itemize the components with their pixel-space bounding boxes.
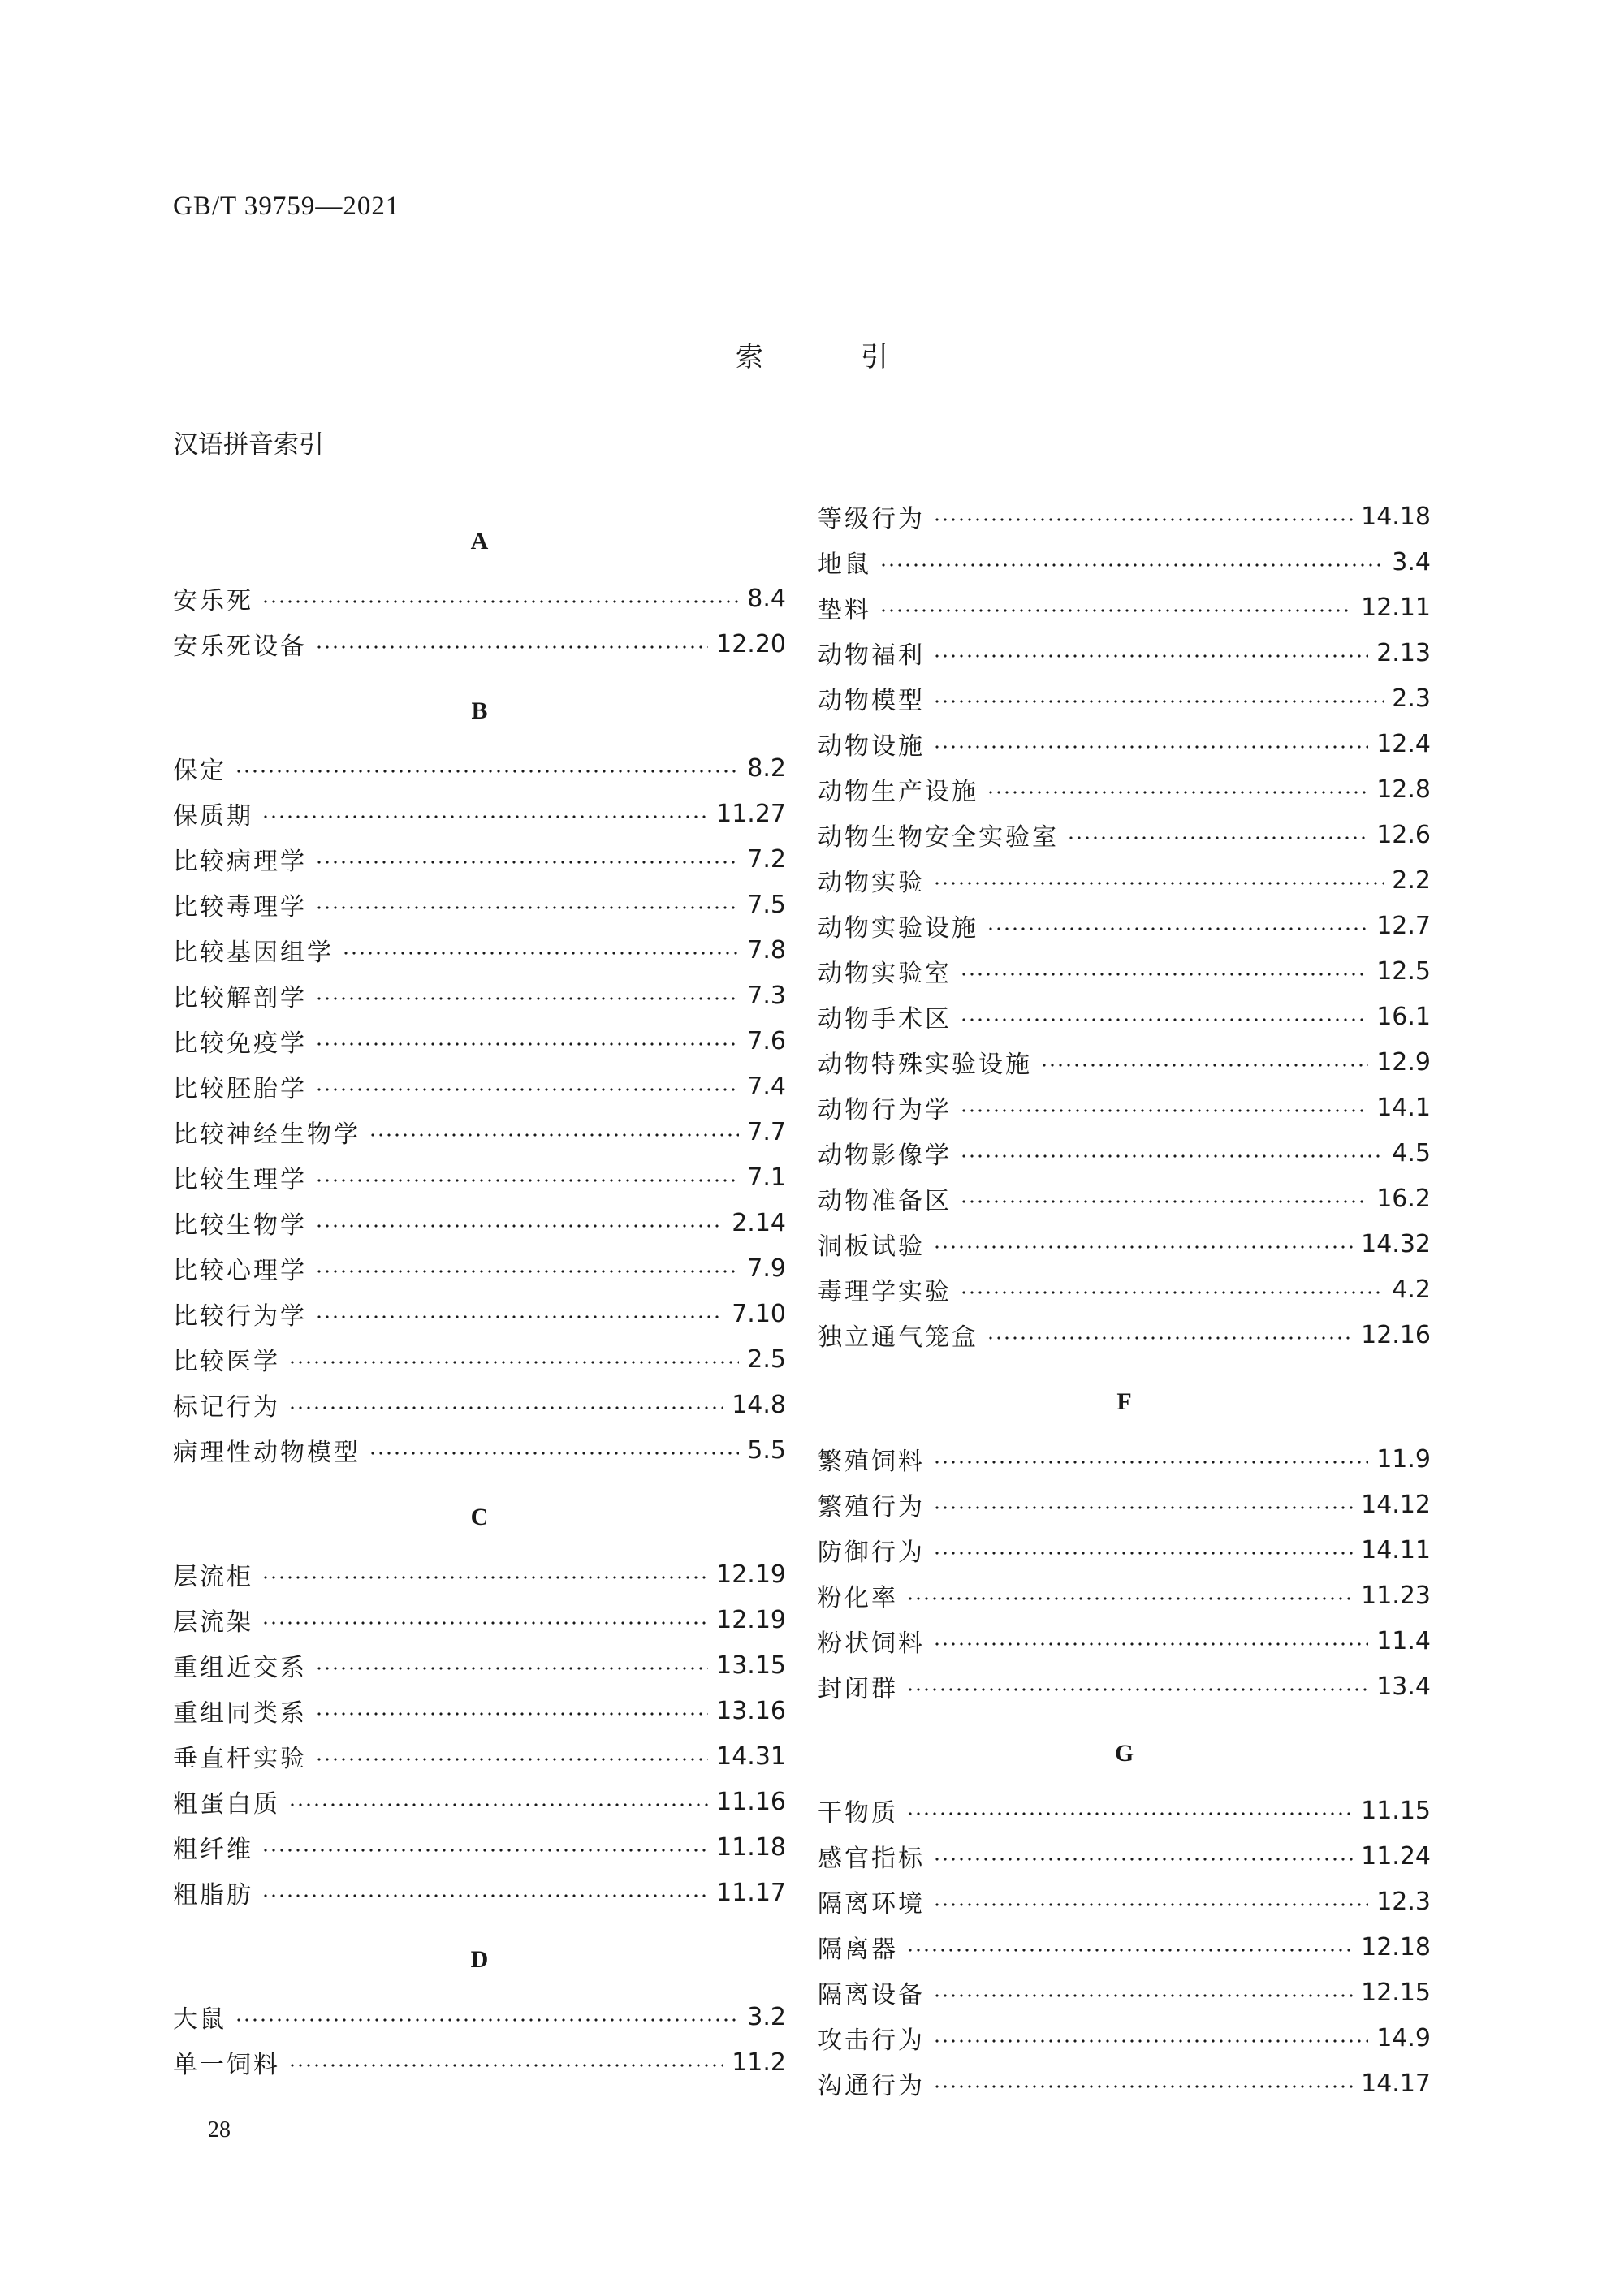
page-title-left: 索: [736, 341, 763, 373]
index-entry: [818, 630, 1431, 675]
index-term: 比较医学: [173, 1348, 280, 1376]
index-term: 保质期: [173, 802, 253, 831]
clause-reference: 12.19: [716, 1605, 786, 1634]
index-entry: [818, 1924, 1431, 1970]
index-entry: [818, 948, 1431, 994]
index-term: 比较胚胎学: [173, 1075, 307, 1103]
clause-reference: 14.9: [1376, 2023, 1431, 2052]
index-entry: [818, 1482, 1431, 1527]
index-term: 比较生理学: [173, 1166, 307, 1194]
index-term: 比较解剖学: [173, 984, 307, 1012]
dot-leader: [1040, 1064, 1368, 1067]
clause-reference: 2.2: [1392, 865, 1431, 895]
index-term: 粗纤维: [173, 1836, 253, 1864]
index-term: 动物影像学: [818, 1142, 952, 1170]
dot-leader: [315, 906, 739, 909]
index-entry: [818, 1085, 1431, 1130]
clause-reference: 7.1: [747, 1163, 786, 1192]
index-term: 动物准备区: [818, 1187, 952, 1215]
dot-leader: [315, 997, 739, 1000]
dot-leader: [315, 861, 739, 864]
clause-reference: 4.2: [1392, 1275, 1431, 1304]
letter-heading: F: [1116, 1388, 1132, 1415]
clause-reference: 14.11: [1361, 1535, 1431, 1564]
clause-reference: 7.2: [747, 844, 786, 874]
index-entry: [173, 1824, 786, 1870]
dot-leader: [315, 1224, 723, 1228]
index-entry: [173, 973, 786, 1018]
clause-reference: 12.19: [716, 1560, 786, 1589]
index-entry: [173, 1642, 786, 1688]
index-term: 粉化率: [818, 1584, 898, 1612]
index-term: 感官指标: [818, 1845, 925, 1873]
clause-reference: 7.6: [747, 1026, 786, 1055]
dot-leader: [879, 609, 1353, 612]
clause-reference: 8.4: [747, 584, 786, 613]
index-term: 攻击行为: [818, 2026, 925, 2055]
clause-reference: 13.4: [1376, 1672, 1431, 1701]
index-term: 动物行为学: [818, 1096, 952, 1124]
index-entry: [173, 1109, 786, 1154]
dot-leader: [960, 1018, 1368, 1021]
dot-leader: [315, 1758, 708, 1761]
clause-reference: 7.10: [732, 1299, 786, 1328]
index-entry: [173, 1994, 786, 2039]
clause-reference: 14.12: [1361, 1490, 1431, 1519]
index-entry: [173, 882, 786, 927]
page-title: [0, 334, 1624, 374]
index-entry: [173, 1018, 786, 1064]
clause-reference: 12.3: [1376, 1887, 1431, 1916]
clause-reference: 12.6: [1376, 820, 1431, 849]
dot-leader: [933, 654, 1368, 658]
clause-reference: 12.5: [1376, 956, 1431, 986]
clause-reference: 11.2: [732, 2048, 786, 2077]
index-term: 粉状饲料: [818, 1629, 925, 1658]
dot-leader: [369, 1133, 739, 1137]
index-entry: [818, 721, 1431, 766]
index-term: 动物设施: [818, 732, 925, 761]
document-code: GB/T 39759—2021: [173, 192, 400, 221]
dot-leader: [960, 1200, 1368, 1203]
index-entry: [173, 791, 786, 836]
index-entry: [818, 1267, 1431, 1312]
dot-leader: [933, 1994, 1353, 1997]
clause-reference: 7.3: [747, 981, 786, 1010]
dot-leader: [960, 1154, 1384, 1158]
index-column-right: [818, 494, 1431, 2106]
index-entry: [818, 2015, 1431, 2061]
dot-leader: [261, 1849, 708, 1852]
index-term: 洞板试验: [818, 1232, 925, 1261]
dot-leader: [315, 645, 708, 649]
index-term: 动物生物安全实验室: [818, 823, 1059, 852]
dot-leader: [235, 2018, 739, 2022]
index-entry: [818, 1618, 1431, 1664]
clause-reference: 2.13: [1376, 638, 1431, 667]
index-entry: [173, 927, 786, 973]
index-entry: [173, 1245, 786, 1291]
index-term: 比较生物学: [173, 1211, 307, 1240]
index-term: 比较神经生物学: [173, 1120, 361, 1149]
letter-heading: B: [471, 697, 488, 724]
dot-leader: [261, 1576, 708, 1579]
index-entry: [818, 1039, 1431, 1085]
index-entry: [173, 1552, 786, 1597]
index-term: 单一饲料: [173, 2051, 280, 2079]
clause-reference: 3.4: [1392, 547, 1431, 576]
clause-reference: 7.4: [747, 1072, 786, 1101]
index-entry: [818, 1970, 1431, 2015]
index-term: 垂直杆实验: [173, 1745, 307, 1773]
page-number: 28: [208, 2117, 231, 2143]
dot-leader: [933, 1506, 1353, 1509]
dot-leader: [315, 1315, 723, 1318]
index-entry: [173, 1597, 786, 1642]
index-column-left: [173, 507, 786, 2085]
letter-heading: C: [470, 1504, 489, 1530]
clause-reference: 14.18: [1361, 502, 1431, 531]
dot-leader: [879, 563, 1384, 567]
dot-leader: [906, 1949, 1353, 1952]
index-entry: [818, 1527, 1431, 1573]
index-entry: [818, 494, 1431, 539]
dot-leader: [960, 973, 1368, 976]
letter-heading: A: [470, 528, 489, 555]
index-term: 动物手术区: [818, 1005, 952, 1034]
letter-heading: G: [1114, 1740, 1134, 1767]
clause-reference: 12.9: [1376, 1047, 1431, 1077]
index-term: 动物生产设施: [818, 778, 978, 806]
index-entry: [173, 1291, 786, 1336]
dot-leader: [288, 2064, 723, 2067]
index-entry: [173, 2039, 786, 2085]
dot-leader: [906, 1812, 1353, 1815]
index-entry: [818, 1833, 1431, 1879]
index-entry: [173, 576, 786, 621]
index-term: 繁殖行为: [818, 1493, 925, 1521]
index-term: 动物模型: [818, 687, 925, 715]
index-entry: [818, 903, 1431, 948]
dot-leader: [933, 1245, 1353, 1249]
index-entry: [173, 745, 786, 791]
dot-leader: [315, 1088, 739, 1091]
index-entry: [818, 585, 1431, 630]
dot-leader: [288, 1803, 708, 1806]
index-term: 粗脂肪: [173, 1881, 253, 1910]
index-term: 等级行为: [818, 505, 925, 533]
dot-leader: [261, 815, 708, 818]
index-term: 病理性动物模型: [173, 1439, 361, 1467]
index-entry: [818, 1176, 1431, 1221]
clause-reference: 13.15: [716, 1651, 786, 1680]
index-entry: [818, 1130, 1431, 1176]
index-entry: [818, 539, 1431, 585]
index-entry: [173, 1154, 786, 1200]
clause-reference: 11.27: [716, 799, 786, 828]
index-term: 垫料: [818, 596, 871, 624]
page-title-right: 引: [861, 341, 888, 373]
index-term: 独立通气笼盒: [818, 1323, 978, 1352]
dot-leader: [235, 770, 739, 773]
dot-leader: [933, 518, 1353, 521]
clause-reference: 16.2: [1376, 1184, 1431, 1213]
index-term: 比较心理学: [173, 1257, 307, 1285]
index-entry: [818, 1664, 1431, 1709]
clause-reference: 3.2: [747, 2002, 786, 2031]
clause-reference: 13.16: [716, 1696, 786, 1725]
clause-reference: 12.15: [1361, 1978, 1431, 2007]
clause-reference: 11.4: [1376, 1626, 1431, 1655]
index-term: 防御行为: [818, 1539, 925, 1567]
index-term: 安乐死: [173, 587, 253, 615]
index-term: 沟通行为: [818, 2072, 925, 2100]
dot-leader: [288, 1361, 739, 1364]
index-term: 比较基因组学: [173, 939, 334, 967]
dot-leader: [342, 952, 739, 955]
clause-reference: 14.32: [1361, 1229, 1431, 1258]
clause-reference: 11.18: [716, 1832, 786, 1862]
index-term: 比较病理学: [173, 848, 307, 876]
index-term: 重组同类系: [173, 1699, 307, 1728]
index-entry: [818, 2061, 1431, 2106]
clause-reference: 12.4: [1376, 729, 1431, 758]
index-entry: [818, 812, 1431, 857]
dot-leader: [987, 1336, 1353, 1340]
index-entry: [173, 1064, 786, 1109]
index-entry: [818, 1221, 1431, 1267]
index-entry: [818, 1788, 1431, 1833]
index-term: 动物实验: [818, 869, 925, 897]
dot-leader: [933, 1552, 1353, 1555]
index-term: 毒理学实验: [818, 1278, 952, 1306]
clause-reference: 7.7: [747, 1117, 786, 1146]
clause-reference: 11.9: [1376, 1444, 1431, 1474]
index-term: 封闭群: [818, 1675, 898, 1703]
dot-leader: [906, 1688, 1368, 1691]
index-term: 动物实验室: [818, 960, 952, 988]
index-term: 地鼠: [818, 550, 871, 579]
index-entry: [818, 857, 1431, 903]
index-entry: [173, 1733, 786, 1779]
index-entry: [818, 766, 1431, 812]
clause-reference: 11.17: [716, 1878, 786, 1907]
clause-reference: 12.8: [1376, 775, 1431, 804]
dot-leader: [315, 1270, 739, 1273]
clause-reference: 11.16: [716, 1787, 786, 1816]
index-term: 动物福利: [818, 641, 925, 670]
index-term: 隔离器: [818, 1936, 898, 1964]
dot-leader: [987, 791, 1368, 794]
dot-leader: [315, 1042, 739, 1046]
dot-leader: [906, 1597, 1353, 1600]
dot-leader: [933, 882, 1384, 885]
clause-reference: 2.5: [747, 1344, 786, 1374]
dot-leader: [960, 1291, 1384, 1294]
index-term: 比较行为学: [173, 1302, 307, 1331]
index-entry: [173, 1336, 786, 1382]
clause-reference: 12.16: [1361, 1320, 1431, 1349]
dot-leader: [261, 1894, 708, 1897]
dot-leader: [933, 1642, 1368, 1646]
index-entry: [173, 1779, 786, 1824]
index-term: 重组近交系: [173, 1654, 307, 1682]
index-entry: [818, 1573, 1431, 1618]
clause-reference: 14.8: [732, 1390, 786, 1419]
dot-leader: [1067, 836, 1368, 839]
index-entry: [818, 1879, 1431, 1924]
index-term: 动物特殊实验设施: [818, 1051, 1032, 1079]
index-term: 标记行为: [173, 1393, 280, 1422]
dot-leader: [933, 2039, 1368, 2043]
dot-leader: [933, 745, 1368, 749]
clause-reference: 7.8: [747, 935, 786, 965]
index-entry: [173, 1382, 786, 1427]
dot-leader: [261, 1621, 708, 1625]
clause-reference: 11.24: [1361, 1841, 1431, 1871]
index-term: 大鼠: [173, 2005, 227, 2034]
clause-reference: 7.5: [747, 890, 786, 919]
dot-leader: [369, 1452, 739, 1455]
dot-leader: [933, 1858, 1353, 1861]
clause-reference: 2.14: [732, 1208, 786, 1237]
clause-reference: 2.3: [1392, 684, 1431, 713]
index-entry: [818, 1436, 1431, 1482]
clause-reference: 14.17: [1361, 2069, 1431, 2098]
index-term: 隔离设备: [818, 1981, 925, 2009]
clause-reference: 12.18: [1361, 1932, 1431, 1962]
dot-leader: [933, 2085, 1353, 2088]
index-entry: [173, 1870, 786, 1915]
index-term: 比较毒理学: [173, 893, 307, 921]
index-entry: [173, 621, 786, 667]
index-entry: [818, 675, 1431, 721]
index-term: 动物实验设施: [818, 914, 978, 943]
dot-leader: [288, 1406, 723, 1409]
dot-leader: [261, 600, 739, 603]
index-term: 层流柜: [173, 1563, 253, 1591]
dot-leader: [315, 1712, 708, 1716]
clause-reference: 12.11: [1361, 593, 1431, 622]
index-term: 隔离环境: [818, 1890, 925, 1918]
dot-leader: [315, 1179, 739, 1182]
index-subtitle: 汉语拼音索引: [173, 430, 324, 460]
clause-reference: 7.9: [747, 1254, 786, 1283]
clause-reference: 12.20: [716, 629, 786, 658]
index-term: 保定: [173, 757, 227, 785]
index-term: 干物质: [818, 1799, 898, 1828]
clause-reference: 5.5: [747, 1435, 786, 1465]
clause-reference: 11.15: [1361, 1796, 1431, 1825]
dot-leader: [933, 1903, 1368, 1906]
index-term: 安乐死设备: [173, 632, 307, 661]
clause-reference: 4.5: [1392, 1138, 1431, 1167]
clause-reference: 11.23: [1361, 1581, 1431, 1610]
index-entry: [173, 1427, 786, 1473]
index-term: 比较免疫学: [173, 1029, 307, 1058]
clause-reference: 16.1: [1376, 1002, 1431, 1031]
index-entry: [173, 1688, 786, 1733]
clause-reference: 14.31: [716, 1741, 786, 1771]
clause-reference: 8.2: [747, 753, 786, 783]
index-entry: [173, 836, 786, 882]
dot-leader: [933, 1461, 1368, 1464]
clause-reference: 14.1: [1376, 1093, 1431, 1122]
index-entry: [818, 994, 1431, 1039]
index-term: 粗蛋白质: [173, 1790, 280, 1819]
dot-leader: [960, 1109, 1368, 1112]
index-term: 繁殖饲料: [818, 1448, 925, 1476]
index-term: 层流架: [173, 1608, 253, 1637]
clause-reference: 12.7: [1376, 911, 1431, 940]
dot-leader: [315, 1667, 708, 1670]
dot-leader: [987, 927, 1368, 930]
dot-leader: [933, 700, 1384, 703]
letter-heading: D: [470, 1946, 489, 1973]
index-entry: [818, 1312, 1431, 1357]
index-entry: [173, 1200, 786, 1245]
